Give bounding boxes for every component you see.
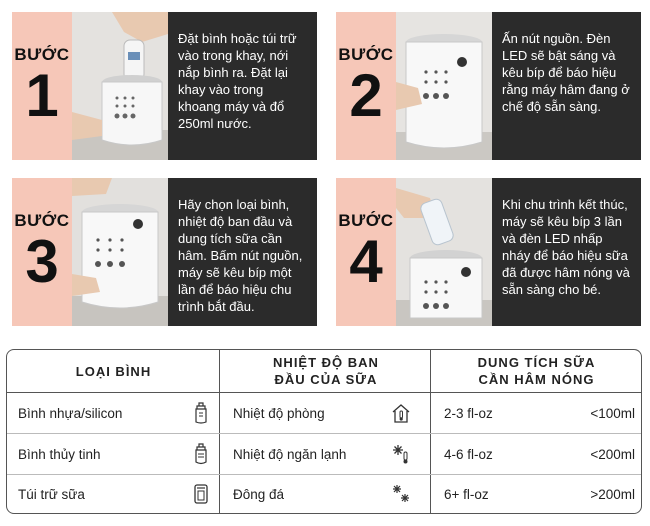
step-photo-settings [72,178,168,326]
start-temp-cell: Nhiệt độ phòng [233,406,325,421]
ml-cell: >200ml [590,487,635,502]
step-1-card [12,12,317,160]
step-label: BƯỚC [338,211,394,230]
row-divider [7,474,641,475]
double-snowflake-icon [391,483,411,505]
column-header-volume: DUNG TÍCH SỮA CẦN HÂM NÓNG [477,355,596,387]
volume-cell: 2-3 fl-oz [444,406,493,421]
column-divider [219,350,220,513]
step-photo-bottle-warmer [72,12,168,160]
column-header-start-temp: NHIỆT ĐỘ BAN ĐẦU CỦA SỮA [273,355,379,387]
glass-bottle-icon [191,443,211,465]
step-4-card [336,178,641,326]
start-temp-cell: Nhiệt độ ngăn lạnh [233,447,347,462]
step-number: 2 [349,62,383,129]
start-temp-cell: Đông đá [233,487,285,502]
column-header-bottle-type: LOẠI BÌNH [75,363,152,379]
step-number: 1 [25,62,59,129]
step-number-panel [12,12,72,160]
bottle-type-cell: Bình nhựa/silicon [18,406,123,421]
settings-table [6,349,642,514]
step-3-card [12,178,317,326]
step-number-panel [12,178,72,326]
step-label: BƯỚC [338,45,394,64]
bottle-type-cell: Túi trữ sữa [18,487,85,502]
plastic-bottle-icon [191,402,211,424]
row-divider [7,433,641,434]
ml-cell: <200ml [590,447,635,462]
step-label: BƯỚC [14,211,70,230]
header-divider [7,392,641,393]
step-number-panel [336,12,396,160]
step-description: Ấn nút nguồn. Đèn LED sẽ bật sáng và kêu bíp để báo hiệu rằng máy hâm đang ở chế độ sẵn sàng. [492,12,641,160]
step-number-panel [336,178,396,326]
step-number: 3 [25,228,59,295]
ml-cell: <100ml [590,406,635,421]
step-2-card [336,12,641,160]
step-description: Đặt bình hoặc túi trữ vào trong khay, nới nắp bình ra. Đặt lại khay vào trong khoang máy và đổ 250ml nước. [168,12,317,160]
step-label: BƯỚC [14,45,70,64]
step-photo-finished [396,178,492,326]
column-divider [430,350,431,513]
bottle-type-cell: Bình thủy tinh [18,447,101,462]
step-description: Khi chu trình kết thúc, máy sẽ kêu bíp 3 lần và đèn LED nhấp nháy để báo hiệu sữa đã được hâm nóng và sẵn sàng cho bé. [492,178,641,326]
step-photo-power-button [396,12,492,160]
volume-cell: 4-6 fl-oz [444,447,493,462]
house-thermometer-icon [391,402,411,424]
storage-bag-icon [191,483,211,505]
volume-cell: 6+ fl-oz [444,487,489,502]
step-description: Hãy chọn loại bình, nhiệt độ ban đầu và dung tích sữa cần hâm. Bấm nút nguồn, máy sẽ kêu bíp một lần để báo hiệu chu trình bắt đầu. [168,178,317,326]
step-number: 4 [349,228,383,295]
snowflake-thermometer-icon [391,443,411,465]
